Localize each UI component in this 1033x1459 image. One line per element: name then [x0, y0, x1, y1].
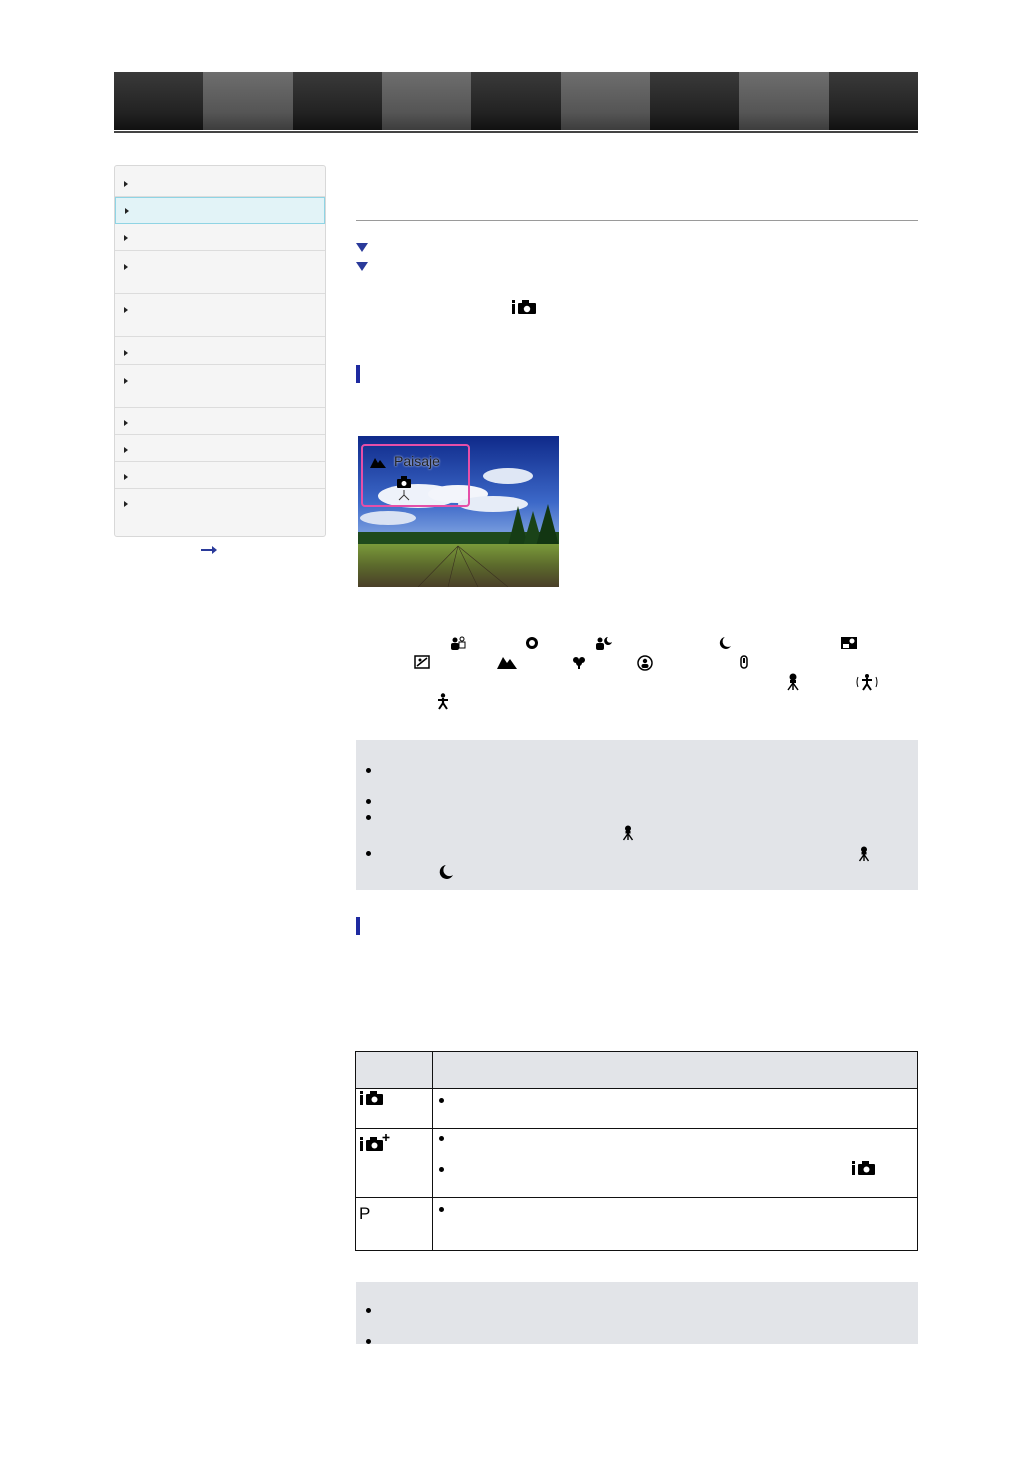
moving-subject-icon: [436, 693, 450, 709]
header-segment: [293, 72, 382, 130]
night-portrait-icon: [595, 636, 613, 650]
chevron-right-icon: [124, 181, 128, 187]
macro-icon: [572, 655, 586, 669]
sidebar-item[interactable]: [115, 489, 325, 537]
header-divider: [114, 131, 918, 133]
section-marker: [356, 365, 360, 383]
bullet-point: [366, 1339, 371, 1344]
bullet-point: [366, 851, 371, 856]
backlight-portrait-icon: [450, 636, 466, 650]
header-segment: [382, 72, 471, 130]
chevron-right-icon: [124, 378, 128, 384]
sidebar-item[interactable]: [115, 224, 325, 251]
bullet-point: [439, 1136, 444, 1141]
sidebar-item[interactable]: [115, 294, 325, 337]
table-border: [356, 1250, 918, 1251]
note-box: [356, 740, 918, 890]
tripod-icon: [398, 490, 410, 500]
table-border: [432, 1051, 433, 1251]
scene-label: Paisaje: [394, 453, 440, 469]
sidebar-item[interactable]: [115, 408, 325, 435]
chevron-right-icon: [124, 264, 128, 270]
camera-shake-icon: [856, 673, 878, 691]
table-border: [355, 1051, 356, 1251]
chevron-right-icon: [124, 474, 128, 480]
header-banner: [114, 72, 918, 130]
table-border: [356, 1128, 918, 1129]
table-border: [356, 1088, 918, 1089]
sidebar-item[interactable]: [115, 365, 325, 408]
table-border: [917, 1051, 918, 1251]
sidebar-item[interactable]: [115, 462, 325, 489]
jump-link-icon[interactable]: [356, 243, 368, 252]
header-segment: [829, 72, 918, 130]
arrow-right-icon[interactable]: [200, 545, 218, 555]
sidebar-item[interactable]: [115, 435, 325, 462]
baby-icon: [525, 636, 539, 650]
header-segment: [114, 72, 203, 130]
landscape-icon: [370, 456, 386, 468]
bullet-point: [366, 1308, 371, 1313]
table-header: [356, 1052, 918, 1088]
bullet-point: [366, 799, 371, 804]
header-segment: [203, 72, 292, 130]
camera-icon: [396, 476, 412, 488]
sidebar-nav: [114, 165, 326, 537]
note-box: [356, 1282, 918, 1344]
low-light-icon: [739, 655, 749, 669]
header-segment: [650, 72, 739, 130]
bullet-point: [366, 768, 371, 773]
title-divider: [356, 220, 918, 221]
spotlight-icon: [637, 655, 653, 671]
sidebar-item[interactable]: [115, 337, 325, 365]
intelligent-auto-icon: [852, 1161, 876, 1176]
night-view-icon: [720, 636, 732, 650]
program-mode-label: P: [359, 1204, 371, 1223]
bullet-point: [439, 1098, 444, 1103]
table-border: [356, 1197, 918, 1198]
chevron-right-icon: [124, 420, 128, 426]
tripod-icon: [622, 825, 634, 841]
backlight-scene-icon: [414, 655, 430, 669]
chevron-right-icon: [124, 501, 128, 507]
chevron-right-icon: [124, 350, 128, 356]
chevron-right-icon: [124, 307, 128, 313]
night-view-icon: [440, 864, 454, 880]
bullet-point: [439, 1167, 444, 1172]
bullet-point: [439, 1207, 444, 1212]
header-segment: [561, 72, 650, 130]
header-segment: [471, 72, 560, 130]
chevron-right-icon: [124, 447, 128, 453]
sidebar-item[interactable]: [115, 251, 325, 294]
section-marker: [356, 917, 360, 935]
chevron-right-icon: [125, 208, 129, 214]
sidebar-item-selected[interactable]: [115, 197, 325, 224]
scene-recognition-photo: [358, 436, 559, 587]
table-border: [356, 1051, 918, 1052]
bullet-point: [366, 815, 371, 820]
superior-auto-icon: [360, 1134, 390, 1152]
jump-link-icon[interactable]: [356, 262, 368, 271]
intelligent-auto-icon: [511, 299, 537, 315]
tripod-icon: [786, 673, 800, 691]
intelligent-auto-icon: [360, 1091, 384, 1106]
chevron-right-icon: [124, 235, 128, 241]
sidebar-item[interactable]: [115, 170, 325, 197]
backlight-icon: [840, 636, 858, 650]
landscape-icon: [497, 655, 517, 669]
header-segment: [739, 72, 828, 130]
tripod-icon: [858, 846, 870, 862]
